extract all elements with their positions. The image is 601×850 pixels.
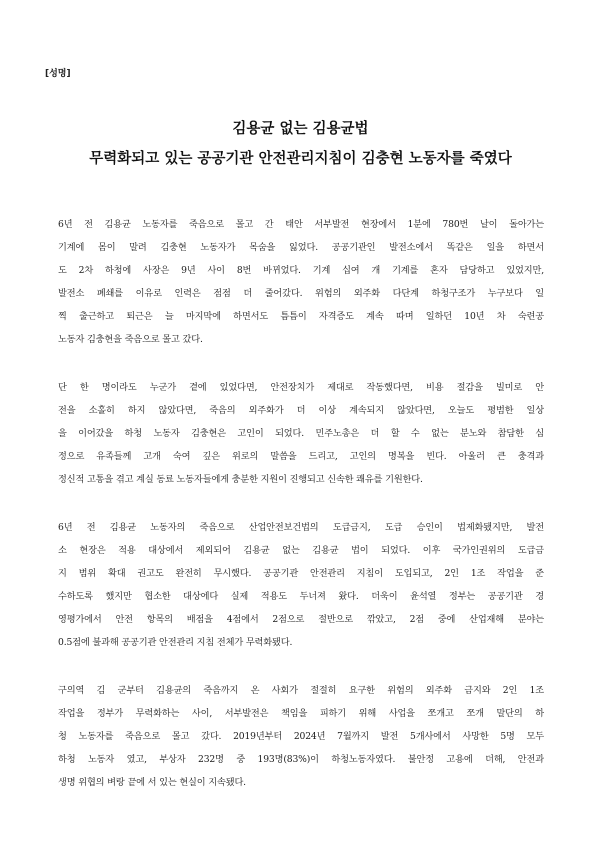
- text-line: 지 범위 확대 권고도 완전히 무시했다. 공공기관 안전관리 지침이 도입되고, 2인 1조 작업을 준: [58, 568, 544, 579]
- document-type-label: [성명]: [45, 69, 71, 79]
- title-subtitle: 무력화되고 있는 공공기관 안전관리지침이 김충현 노동자를 죽였다: [89, 150, 512, 167]
- text-line: 기계에 몸이 말려 김충현 노동자가 목숨을 잃었다. 공공기관인 발전소에서 똑같은 일을 하면서: [58, 242, 544, 253]
- text-line: 영평가에서 안전 항목의 배점을 4점에서 2점으로 절반으로 깎았고, 2점 중에 산업재해 분야는: [58, 614, 544, 625]
- text-line: 을 이어갔을 하청 노동자 김충현은 고인이 되었다. 민주노총은 더 할 수 없는 분노와 참담한 심: [58, 428, 544, 439]
- text-line: 구의역 김 군부터 김용균의 죽음까지 온 사회가 절절히 요구한 위험의 외주화 금지와 2인 1조: [58, 685, 544, 696]
- text-line: 소 현장은 적용 대상에서 제외되어 김용균 없는 김용균 법이 되었다. 이후 국가인권위의 도급금: [58, 545, 544, 556]
- text-line: 발전소 폐쇄를 이유로 인력은 점점 더 줄어갔다. 위험의 외주화 다단계 하청구조가 누구보다 일: [58, 288, 544, 299]
- paragraph-1: [58, 213, 544, 351]
- paragraph-2: [58, 376, 544, 491]
- statement-body: [58, 213, 544, 819]
- text-line: 0.5점에 불과해 공공기관 안전관리 지침 전체가 무력화됐다.: [58, 637, 293, 648]
- text-line: 정신적 고통을 겪고 계실 동료 노동자들에게 충분한 지원이 진행되고 신속한 쾌유를 기원한다.: [58, 474, 423, 485]
- text-line: 청 노동자를 죽음으로 몰고 갔다. 2019년부터 2024년 7월까지 발전 5개사에서 사망한 5명 모두: [58, 731, 544, 742]
- text-line: 정으로 유족들께 고개 숙여 깊은 위로의 말씀을 드리고, 고인의 명복을 빈다. 아울러 큰 충격과: [58, 451, 544, 462]
- text-line: 찍 출근하고 퇴근은 늘 마지막에 하면서도 틈틈이 자격증도 계속 따며 일하던 10년 차 숙련공: [58, 311, 544, 322]
- paragraph-3: [58, 516, 544, 654]
- text-line: 6년 전 김용균 노동자의 죽음으로 산업안전보건법의 도급금지, 도급 승인이 법제화됐지만, 발전: [58, 522, 544, 533]
- text-line: 생명 위협의 벼랑 끝에 서 있는 현실이 지속됐다.: [58, 777, 246, 788]
- text-line: 6년 전 김용균 노동자를 죽음으로 몰고 간 태안 서부발전 현장에서 1분에 780번 날이 돌아가는: [58, 219, 544, 230]
- text-line: 수하도록 했지만 협소한 대상에다 실제 적용도 두너져 왔다. 더욱이 윤석열 정부는 공공기관 경: [58, 591, 544, 602]
- text-line: 전을 소홀히 하지 않았다면, 죽음의 외주화가 더 이상 계속되지 않았다면, 오늘도 평범한 일상: [58, 405, 544, 416]
- text-line: 노동자 김충현을 죽음으로 몰고 갔다.: [58, 334, 203, 345]
- paragraph-4: [58, 679, 544, 794]
- text-line: 하청 노동자 였고, 부상자 232명 중 193명(83%)이 하청노동자였다. 불안정 고용에 더해, 안전과: [58, 754, 544, 765]
- text-line: 도 2차 하청에 사장은 9년 사이 8번 바뀌었다. 기계 십여 개 기계를 혼자 담당하고 있었지만,: [58, 265, 544, 276]
- title-main: 김용균 없는 김용균법: [232, 120, 369, 137]
- text-line: 작업을 정부가 무력화하는 사이, 서부발전은 책임을 피하기 위해 사업을 쪼개고 쪼개 말단의 하: [58, 708, 544, 719]
- text-line: 단 한 명이라도 누군가 곁에 있었다면, 안전장치가 제대로 작동했다면, 비용 절감을 빌미로 안: [58, 382, 544, 393]
